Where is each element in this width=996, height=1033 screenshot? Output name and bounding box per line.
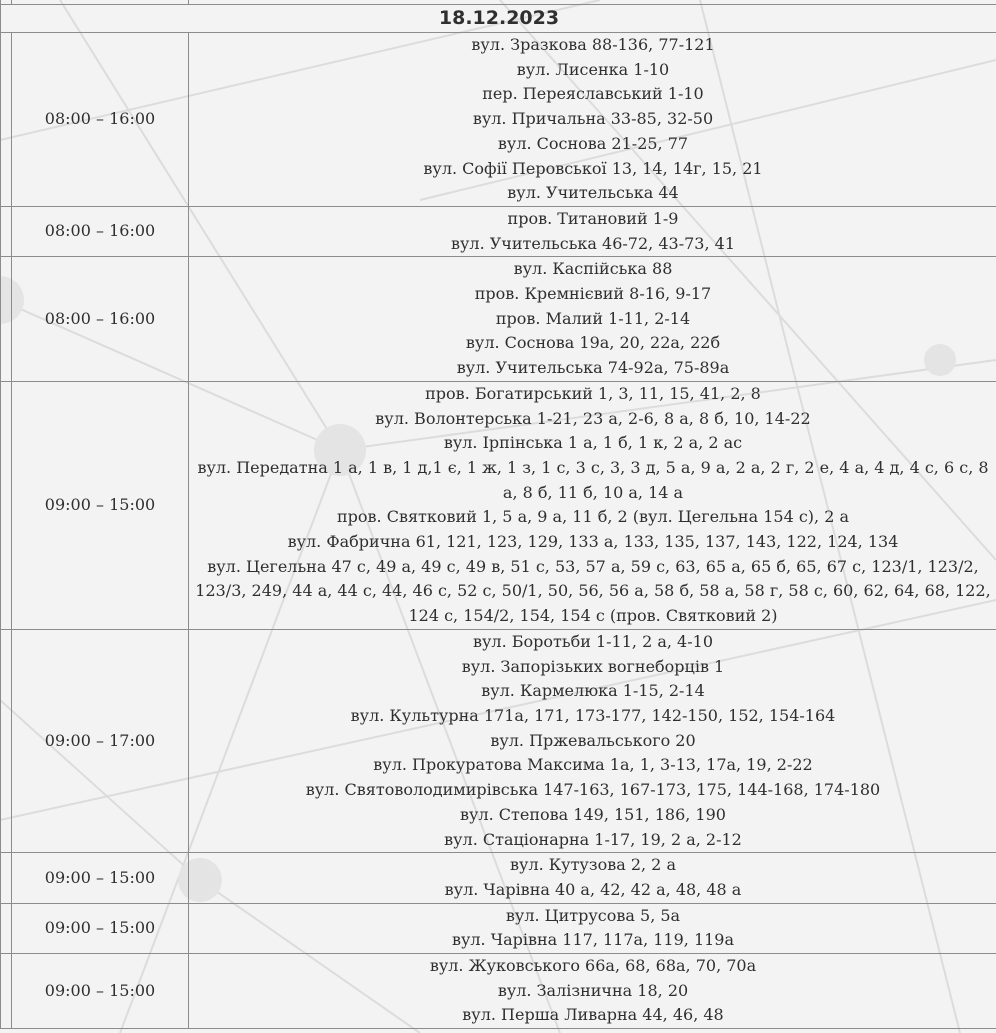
time-cell: 08:00 – 16:00 bbox=[12, 257, 189, 382]
address-line: вул. Боротьби 1-11, 2 а, 4-10 bbox=[472, 631, 713, 651]
address-line: вул. Степова 149, 151, 186, 190 bbox=[460, 804, 726, 824]
address-line: вул. Стаціонарна 1-17, 19, 2 а, 2-12 bbox=[444, 829, 742, 849]
address-line: вул. Софії Перовської 13, 14, 14г, 15, 21 bbox=[423, 158, 763, 178]
index-cell bbox=[1, 206, 12, 256]
schedule-row bbox=[1, 954, 996, 1029]
address-line: вул. Учительська 44 bbox=[507, 183, 679, 203]
address-line: вул. Соснова 21-25, 77 bbox=[497, 133, 689, 153]
address-line: пров. Кремнієвий 8-16, 9-17 bbox=[474, 284, 712, 304]
index-cell bbox=[1, 629, 12, 852]
address-line: пров. Богатирський 1, 3, 11, 15, 41, 2, 8 bbox=[425, 383, 761, 403]
schedule-row bbox=[1, 853, 996, 903]
address-line: пров. Святковий 1, 5 а, 9 а, 11 б, 2 (вул. Цегельна 154 с), 2 а bbox=[336, 507, 850, 527]
address-line: вул. Цегельна 47 с, 49 а, 49 с, 49 в, 51 с, 53, 57 а, 59 с, 63, 65 а, 65 б, 65, 67 с, 123/1, 123/2, bbox=[207, 556, 979, 576]
time-cell: 09:00 – 15:00 bbox=[12, 903, 189, 953]
time-cell: 08:00 – 16:00 bbox=[12, 206, 189, 256]
schedule-row bbox=[1, 206, 996, 256]
address-line: вул. Культурна 171а, 171, 173-177, 142-150, 152, 154-164 bbox=[350, 705, 836, 725]
schedule-row bbox=[1, 257, 996, 382]
address-line: вул. Каспійська 88 bbox=[513, 259, 673, 279]
address-cell bbox=[189, 206, 996, 256]
address-line: вул. Залізнична 18, 20 bbox=[497, 980, 689, 1000]
address-line: вул. Святоволодимирівська 147-163, 167-173, 175, 144-168, 174-180 bbox=[305, 780, 881, 800]
date-header-row bbox=[1, 5, 996, 33]
address-line: вул. Причальна 33-85, 32-50 bbox=[472, 109, 714, 129]
address-line: вул. Чарівна 40 а, 42, 42 а, 48, 48 а bbox=[444, 879, 742, 899]
address-line: вул. Запорізьких вогнеборців 1 bbox=[461, 656, 725, 676]
address-line: вул. Волонтерська 1-21, 23 а, 2-6, 8 а, 8 б, 10, 14-22 bbox=[375, 408, 811, 428]
address-line: вул. Учительська 46-72, 43-73, 41 bbox=[450, 233, 735, 253]
time-cell: 09:00 – 15:00 bbox=[12, 853, 189, 903]
address-cell bbox=[189, 954, 996, 1029]
schedule-row bbox=[1, 33, 996, 207]
time-cell: 09:00 – 17:00 bbox=[12, 629, 189, 852]
address-line: вул. Учительська 74-92а, 75-89а bbox=[456, 358, 730, 378]
index-cell bbox=[1, 903, 12, 953]
time-cell: 09:00 – 15:00 bbox=[12, 954, 189, 1029]
address-line: вул. Фабрична 61, 121, 123, 129, 133 а, 133, 135, 137, 143, 122, 124, 134 bbox=[287, 532, 899, 552]
address-line: 124 с, 154/2, 154, 154 с (пров. Святковий 2) bbox=[408, 606, 778, 626]
address-cell bbox=[189, 33, 996, 207]
address-line: пров. Титановий 1-9 bbox=[507, 208, 679, 228]
time-cell: 09:00 – 15:00 bbox=[12, 381, 189, 629]
schedule-row bbox=[1, 629, 996, 852]
address-line: вул. Передатна 1 а, 1 в, 1 д,1 є, 1 ж, 1 з, 1 с, 3 с, 3, 3 д, 5 а, 9 а, 2 а, 2 г, 2 е, 4 а, 4 д, 4 с, 6 с, 8 bbox=[197, 457, 989, 477]
address-cell bbox=[189, 257, 996, 382]
address-line: вул. Зразкова 88-136, 77-121 bbox=[471, 35, 715, 54]
schedule-row bbox=[1, 381, 996, 629]
address-cell bbox=[189, 853, 996, 903]
address-line: вул. Жуковського 66а, 68, 68а, 70, 70а bbox=[429, 956, 757, 976]
index-cell bbox=[1, 853, 12, 903]
index-cell bbox=[1, 954, 12, 1029]
address-line: вул. Чарівна 117, 117а, 119, 119а bbox=[451, 930, 735, 950]
address-line: вул. Соснова 19а, 20, 22а, 22б bbox=[465, 333, 721, 353]
index-cell bbox=[1, 257, 12, 382]
address-line: вул. Прокуратова Максима 1а, 1, 3-13, 17а, 19, 2-22 bbox=[373, 755, 813, 775]
address-line: вул. Лисенка 1-10 bbox=[516, 59, 670, 79]
address-line: 123/3, 249, 44 а, 44 с, 44, 46 с, 52 с, 50/1, 50, 56, 56 а, 58 б, 58 а, 58 г, 58 с, 60, 62, 64, 68, 122, bbox=[195, 581, 991, 601]
address-line: а, 8 б, 11 б, 10 а, 14 а bbox=[502, 482, 684, 502]
address-line: пер. Переяславський 1-10 bbox=[482, 84, 704, 104]
address-cell bbox=[189, 629, 996, 852]
address-line: вул. Цитрусова 5, 5а bbox=[505, 905, 681, 925]
index-cell bbox=[1, 33, 12, 207]
address-cell bbox=[189, 381, 996, 629]
address-cell bbox=[189, 903, 996, 953]
index-cell bbox=[1, 381, 12, 629]
address-line: вул. Перша Ливарна 44, 46, 48 bbox=[462, 1005, 724, 1025]
date-heading: 18.12.2023 bbox=[1, 5, 996, 33]
address-line: вул. Кутузова 2, 2 а bbox=[510, 855, 676, 875]
address-line: пров. Малий 1-11, 2-14 bbox=[495, 308, 691, 328]
address-line: вул. Кармелюка 1-15, 2-14 bbox=[481, 681, 705, 701]
time-cell: 08:00 – 16:00 bbox=[12, 33, 189, 207]
address-line: вул. Пржевальського 20 bbox=[490, 730, 696, 750]
schedule-row bbox=[1, 903, 996, 953]
address-line: вул. Ірпінська 1 а, 1 б, 1 к, 2 а, 2 ас bbox=[443, 433, 743, 453]
